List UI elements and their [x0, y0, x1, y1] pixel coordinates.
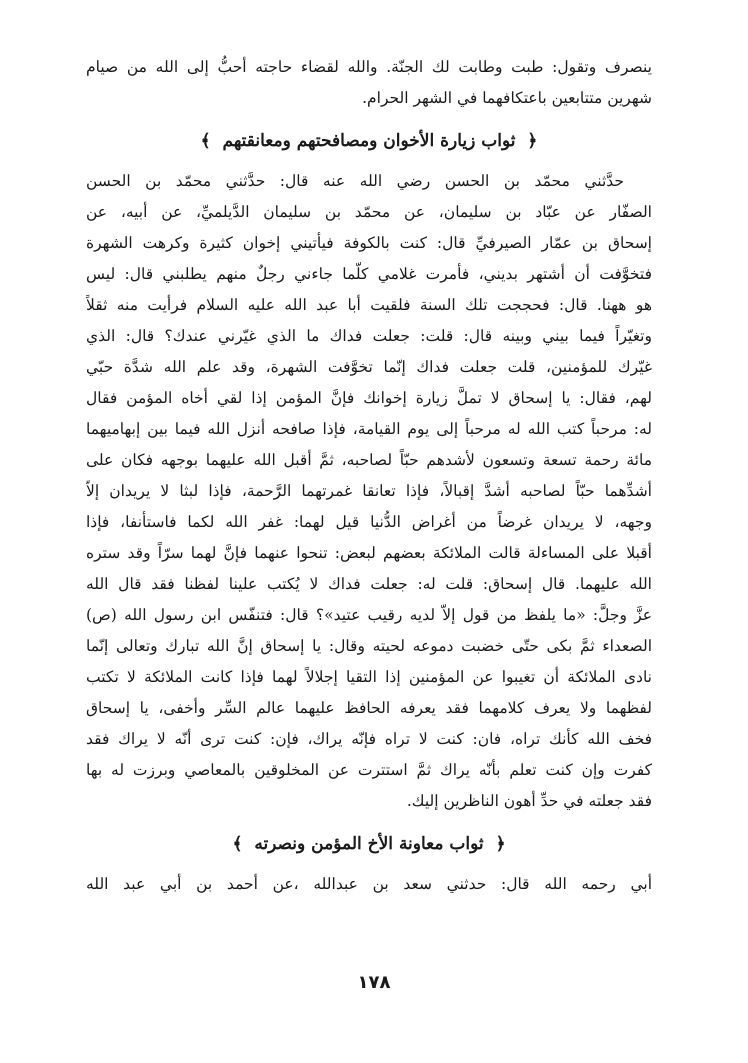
text-line: غيّرك للمؤمنين، قلت جعلت فداك إنّما تخوَّفت الشهرة، وقد علم الله شدَّة حبّي: [86, 358, 652, 376]
text-line: أشدِّهما حبّاً لصاحبه أشدَّ إقبالاً، فإذا تعانقا غمرتهما الرَّحمة، فإذا لبثا لا يريدان إلاّ: [86, 482, 652, 500]
ornate-bracket-open: ﴿: [495, 834, 506, 854]
ornate-bracket-open: ﴿: [527, 131, 538, 151]
text-line: فخف الله كأنك تراه، فان: كنت لا تراه فإنّه يراك، فإن: كنت ترى أنّه لا يراك فقد: [86, 730, 652, 748]
text-line: وجهه، لا يريدان غرضاً من أغراض الدُّنيا قيل لهما: غفر الله لكما فاستأنفا، فإذا: [86, 513, 652, 531]
text-line: فقد جعلته في حدِّ أهون الناظرين إليك.: [406, 792, 652, 810]
text-line: لهم، فقال: يا إسحاق لا تملَّ زيارة إخوانك فإنَّ المؤمن إذا لقي أخاه المؤمن فقال: [86, 389, 652, 407]
text-line: إسحاق بن عمّار الصيرفيِّ قال: كنت بالكوفة فيأتيني إخوان كثيرة وكرهت الشهرة: [86, 234, 652, 252]
text-line: نادى الملائكة أن تغيبوا عن المؤمنين إذا التقيا إجلالاً لهما فإذا كانت الملائكة لا تكتب: [86, 668, 652, 686]
text-line: وتغيّراً فيما بيني وبينه قال: قلت: جعلت فداك ما الذي غيّرني عندك؟ قال: الذي: [86, 327, 652, 345]
section-heading-text: ثواب زيارة الأخوان ومصافحتهم ومعانقتهم: [222, 131, 516, 151]
text-line: ينصرف وتقول: طبت وطابت لك الجنّة. والله لقضاء حاجته أحبُّ إلى الله من صيام: [86, 58, 652, 76]
section-heading-text: ثواب معاونة الأخ المؤمن ونصرته: [254, 834, 484, 854]
text-line: الصفّار عن عبّاد بن سليمان، عن محمّد بن سليمان الدَّيلميِّ، عن أبيه، عن: [86, 203, 652, 221]
page-body: [86, 52, 652, 900]
text-line: الصعداء ثمَّ بكى حتّى خضبت دموعه لحيته وقال: يا إسحاق إنَّ الله تبارك وتعالى إنّما: [86, 637, 652, 655]
text-line: هو ههنا. قال: فحججت تلك السنة فلقيت أبا عبد الله عليه السلام فرأيت منه ثقلاً: [86, 296, 652, 314]
text-line: فتخوَّفت أن أشتهر بديني، فأمرت غلامي كلّما جاءني رجلٌ منهم يطلبني قال: ليس: [86, 265, 652, 283]
paragraph-3: [86, 869, 652, 900]
paragraph-1: [86, 52, 652, 114]
paragraph-2: [86, 166, 652, 817]
text-line: الله عليهما. قال إسحاق: قلت له: جعلت فداك لا يُكتب علينا لفظنا فقد قال الله: [86, 575, 652, 593]
section-heading-1: [86, 120, 652, 162]
text-line: له: مرحباً كتب الله له مرحباً إلى يوم القيامة، فإذا صافحه أنزل الله فيما بين إبهاميهما: [86, 420, 652, 438]
text-line: شهرين متتابعين باعتكافهما في الشهر الحرام.: [362, 89, 652, 107]
text-line: أبي رحمه الله قال: حدثني سعد بن عبدالله ،عن أحمد بن أبي عبد الله: [86, 875, 652, 893]
section-heading-2: [86, 823, 652, 865]
text-line: عزَّ وجلَّ: «ما يلفظ من قول إلاّ لديه رقيب عتيد»؟ قال: فتنفّس ابن رسول الله (ص): [86, 606, 652, 624]
text-line: حدَّثني محمّد بن الحسن رضي الله عنه قال: حدَّثني محمّد بن الحسن: [86, 172, 624, 190]
text-line: أقبلا على المساءلة قالت الملائكة بعضهم لبعض: تنحوا عنهما فإنَّ لهما سرّاً وقد ستره: [86, 544, 652, 562]
ornate-bracket-close: ﴾: [232, 834, 243, 854]
text-line: مائة رحمة تسعة وتسعون لأشدهم حبّاً لصاحبه، ثمَّ أقبل الله عليهما بوجهه فكان على: [86, 451, 652, 469]
page-number: ١٧٨: [357, 972, 391, 993]
text-line: لفظهما ولا يعرف كلامهما فقد يعرفه الحافظ عليهما عالم السِّر وأخفى، يا إسحاق: [86, 699, 652, 717]
text-line: كفرت وإن كنت تعلم بأنّه يراك ثمَّ استترت عن المخلوقين بالمعاصي وبرزت له بها: [86, 761, 652, 779]
ornate-bracket-close: ﴾: [200, 131, 211, 151]
